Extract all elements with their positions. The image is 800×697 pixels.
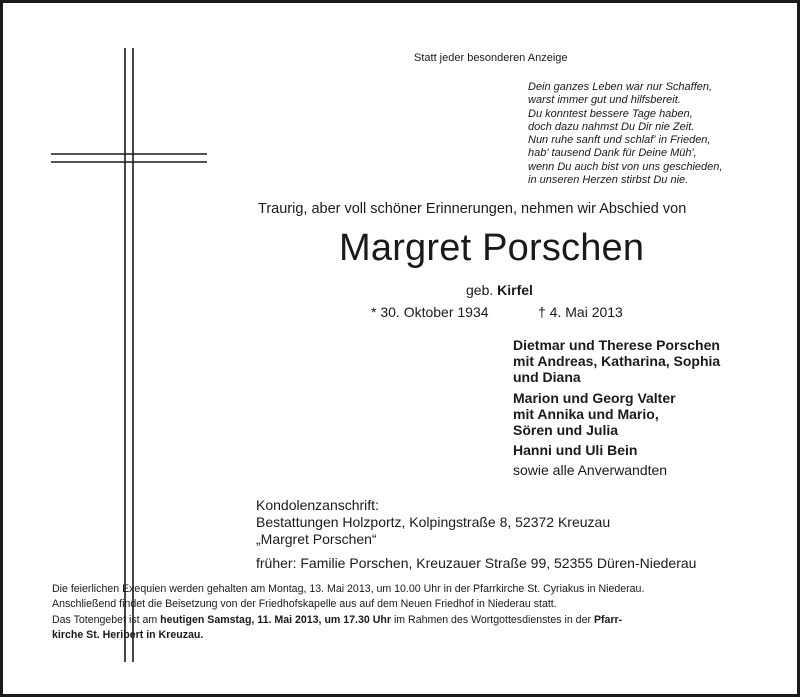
service-line	[52, 628, 644, 643]
former-address: früher: Familie Porschen, Kreuzauer Straße 99, 52355 Düren-Niederau	[256, 555, 697, 571]
mourner-line: Sören und Julia	[513, 422, 619, 439]
mourner-line: Hanni und Uli Bein	[513, 442, 638, 459]
cross-icon	[51, 48, 207, 662]
death-date: † 4. Mai 2013	[538, 304, 623, 320]
mourner-line: und Diana	[513, 369, 581, 386]
service-emphasis: kirche St. Heribert in Kreuzau.	[52, 629, 204, 642]
mourner-line: Dietmar und Therese Porschen	[513, 337, 720, 353]
condolence-address	[256, 497, 696, 572]
mourners-list	[513, 337, 720, 479]
poem-line: wenn Du auch bist von uns geschieden,	[528, 160, 723, 173]
service-line: Die feierlichen Exequien werden gehalten am Montag, 13. Mai 2013, um 10.00 Uhr in der Pfarrkirche St. Cyriakus in Niederau.	[52, 583, 645, 595]
mourner-line: mit Andreas, Katharina, Sophia	[513, 353, 721, 370]
intro-text: Traurig, aber voll schöner Erinnerungen, nehmen wir Abschied von	[258, 201, 687, 217]
service-line: Anschließend findet die Beisetzung von der Friedhofskapelle aus auf dem Neuen Friedhof in Niederau statt.	[52, 598, 557, 611]
maiden-name	[466, 282, 533, 298]
poem-line: Du konntest bessere Tage haben,	[528, 107, 693, 120]
service-text: Das Totengebet ist am	[52, 613, 158, 626]
mourner-group	[513, 442, 720, 458]
pre-heading: Statt jeder besonderen Anzeige	[414, 52, 568, 64]
poem-line: warst immer gut und hilfsbereit.	[528, 94, 681, 107]
mourner-group	[513, 337, 720, 386]
poem-line: Dein ganzes Leben war nur Schaffen,	[528, 81, 713, 93]
mourner-group	[513, 390, 720, 439]
nee-prefix: geb.	[466, 282, 494, 298]
deceased-name: Margret Porschen	[339, 227, 645, 269]
poem	[528, 81, 722, 187]
poem-line: Nun ruhe sanft und schlaf' in Frieden,	[528, 134, 711, 147]
service-emphasis: Pfarr-	[593, 613, 623, 626]
service-text: im Rahmen des Wortgottesdienstes in der	[393, 613, 591, 626]
condolence-line: „Margret Porschen“	[256, 531, 377, 547]
mourners-closing: sowie alle Anverwandten	[513, 462, 668, 479]
birth-date: * 30. Oktober 1934	[371, 304, 489, 320]
service-info	[52, 582, 644, 644]
poem-line: in unseren Herzen stirbst Du nie.	[528, 174, 689, 187]
service-emphasis: heutigen Samstag, 11. Mai 2013, um 17.30 Uhr	[160, 613, 391, 626]
service-line	[52, 613, 644, 628]
poem-line: doch dazu nahmst Du Dir nie Zeit.	[528, 120, 695, 133]
mourner-line: Marion und Georg Valter	[513, 389, 676, 406]
condolence-line: Bestattungen Holzportz, Kolpingstraße 8, 52372 Kreuzau	[256, 514, 611, 530]
mourner-line: mit Annika und Mario,	[513, 405, 659, 422]
condolence-label: Kondolenzanschrift:	[256, 497, 379, 513]
nee-name: Kirfel	[497, 282, 533, 298]
poem-line: hab' tausend Dank für Deine Müh',	[528, 147, 697, 160]
